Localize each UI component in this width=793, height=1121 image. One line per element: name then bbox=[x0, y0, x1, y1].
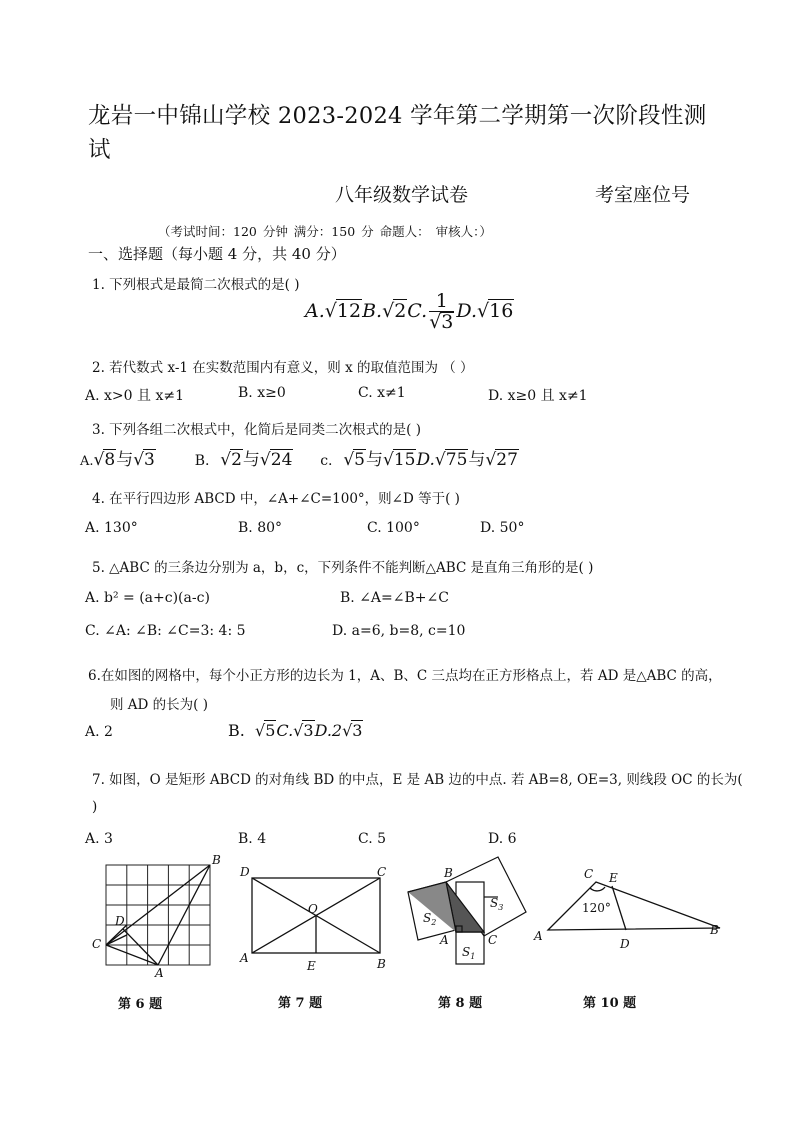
q6-stem-line2: 则 AD 的长为( ) bbox=[110, 697, 208, 713]
figure-7-rectangle bbox=[236, 860, 396, 975]
figure-10-triangle bbox=[530, 860, 730, 960]
q3-option-d-prefix: D. bbox=[416, 450, 435, 470]
q2-option-d: D. x≥0 且 x≠1 bbox=[488, 388, 588, 404]
q5-stem: 5. △ABC 的三条边分别为 a，b，c，下列条件不能判断△ABC 是直角三角形的是( ) bbox=[92, 560, 594, 576]
q1-option-b-prefix: B. bbox=[362, 300, 383, 322]
fig10-label-a: A bbox=[534, 929, 543, 943]
q4-option-b: B. 80° bbox=[238, 520, 283, 536]
q4-option-a: A. 130° bbox=[85, 520, 138, 536]
q2-stem: 2. 若代数式 x-1 在实数范围内有意义，则 x 的取值范围为 （ ） bbox=[92, 360, 474, 376]
q3-option-d-r1: √75 bbox=[434, 450, 468, 470]
q3-option-d-r2: √27 bbox=[485, 450, 518, 470]
q5-option-c: C. ∠A: ∠B: ∠C=3: 4: 5 bbox=[85, 623, 246, 639]
q1-options bbox=[305, 292, 514, 332]
fig7-label-a: A bbox=[240, 951, 249, 965]
fig8-label-s3: $S_3$ bbox=[490, 896, 504, 912]
q3-option-b-prefix: B. bbox=[194, 453, 210, 469]
q1-stem: 1. 下列根式是最简二次根式的是( ) bbox=[92, 277, 300, 293]
figure-6-grid bbox=[88, 855, 223, 980]
fig7-label-c: C bbox=[377, 865, 387, 879]
q7-option-c: C. 5 bbox=[358, 831, 387, 847]
q3-option-c-prefix: c. bbox=[320, 453, 333, 469]
q7-option-b: B. 4 bbox=[238, 831, 267, 847]
q1-option-c-numerator: 1 bbox=[429, 292, 454, 312]
q6-option-a: A. 2 bbox=[85, 724, 113, 740]
q1-option-a-prefix: A. bbox=[305, 300, 325, 322]
fig10-label-e: E bbox=[609, 871, 618, 885]
fig10-label-d: D bbox=[620, 937, 630, 951]
figure-6-caption: 第 6 题 bbox=[118, 997, 163, 1012]
q2-option-a: A. x>0 且 x≠1 bbox=[85, 388, 184, 404]
q6-option-b-radical: √5 bbox=[255, 721, 276, 740]
fig6-label-d: D bbox=[115, 914, 125, 928]
fig10-label-b: B bbox=[710, 923, 719, 937]
section-heading: 一、选择题（每小题 4 分，共 40 分） bbox=[88, 245, 346, 263]
q5-option-b: B. ∠A=∠B+∠C bbox=[340, 590, 449, 606]
q6-option-d-radical: √3 bbox=[342, 721, 363, 740]
q1-option-b-radical: √2 bbox=[382, 300, 407, 322]
q3-option-a-prefix: A. bbox=[80, 454, 94, 469]
angle-arc bbox=[590, 887, 605, 891]
q2-option-b: B. x≥0 bbox=[238, 385, 286, 401]
fig8-label-c: C bbox=[488, 933, 498, 947]
fig6-label-b: B bbox=[212, 855, 221, 867]
q3-option-a-r2: √3 bbox=[133, 450, 155, 470]
q4-option-c: C. 100° bbox=[367, 520, 420, 536]
q3-option-c-r1: √5 bbox=[343, 450, 365, 470]
fig6-label-a: A bbox=[155, 966, 164, 980]
q7-option-a: A. 3 bbox=[85, 831, 113, 847]
fig7-label-d: D bbox=[240, 865, 250, 879]
figure-8-squares bbox=[398, 852, 548, 982]
q5-option-d: D. a=6, b=8, c=10 bbox=[332, 623, 466, 639]
q3-options bbox=[80, 445, 519, 470]
q7-option-d: D. 6 bbox=[488, 831, 517, 847]
seat-number-label: 考室座位号 bbox=[595, 184, 691, 206]
q7-stem-line2: ) bbox=[92, 799, 98, 815]
q6-option-c-prefix: C. bbox=[276, 721, 294, 740]
fig7-label-e: E bbox=[307, 959, 316, 973]
fig7-label-b: B bbox=[377, 957, 386, 971]
q1-option-c-denominator: √3 bbox=[429, 311, 454, 333]
q6-option-d-prefix: D.2 bbox=[314, 721, 343, 740]
q4-option-d: D. 50° bbox=[480, 520, 525, 536]
q3-option-c-r2: √15 bbox=[383, 450, 416, 470]
exam-info: （考试时间：120 分钟 满分：150 分 命题人： 审核人：） bbox=[158, 224, 492, 239]
triangle-abc bbox=[548, 882, 720, 930]
fig8-label-s1: $S_1$ bbox=[462, 945, 476, 961]
q3-option-a-mid: 与 bbox=[116, 450, 134, 470]
q1-option-d-prefix: D. bbox=[456, 300, 477, 322]
q6-option-b-prefix: B. bbox=[228, 721, 245, 740]
q1-option-a-radical: √12 bbox=[324, 300, 362, 322]
q5-option-a: A. b² = (a+c)(a-c) bbox=[85, 590, 210, 606]
fig8-label-b: B bbox=[444, 866, 453, 880]
q1-option-c-prefix: C. bbox=[407, 300, 428, 322]
q7-stem-line1: 7. 如图，O 是矩形 ABCD 的对角线 BD 的中点，E 是 AB 边的中点. 若 AB=8, OE=3, 则线段 OC 的长为( bbox=[92, 772, 743, 788]
q6-options-bcd bbox=[228, 720, 363, 740]
q1-option-d-radical: √16 bbox=[477, 300, 514, 322]
figure-8-caption: 第 8 题 bbox=[438, 996, 483, 1011]
q1-option-c-fraction bbox=[429, 292, 454, 332]
exam-subtitle: 八年级数学试卷 bbox=[335, 184, 469, 206]
figure-7-caption: 第 7 题 bbox=[278, 996, 323, 1011]
fig10-label-c: C bbox=[584, 867, 594, 881]
q6-stem-line1: 6.在如图的网格中，每个小正方形的边长为 1，A、B、C 三点均在正方形格点上，若 AD 是△ABC 的高， bbox=[88, 668, 722, 684]
q3-option-b-r2: √24 bbox=[259, 450, 293, 470]
q4-stem: 4. 在平行四边形 ABCD 中，∠A+∠C=100°，则∠D 等于( ) bbox=[92, 491, 460, 507]
fig8-label-s2: $S_2$ bbox=[423, 911, 437, 927]
q3-option-c-mid: 与 bbox=[366, 450, 383, 470]
fig7-label-o: O bbox=[308, 902, 318, 916]
q3-option-d-mid: 与 bbox=[468, 450, 486, 470]
q6-option-c-radical: √3 bbox=[293, 721, 314, 740]
q3-option-b-r1: √2 bbox=[220, 450, 242, 470]
fig10-angle-label: 120° bbox=[582, 901, 611, 915]
q2-option-c: C. x≠1 bbox=[358, 385, 406, 401]
exam-title-line2: 试 bbox=[88, 137, 111, 163]
fig6-label-c: C bbox=[92, 937, 102, 951]
q3-stem: 3. 下列各组二次根式中，化简后是同类二次根式的是( ) bbox=[92, 422, 421, 438]
fig8-label-a: A bbox=[440, 933, 449, 947]
figure-10-caption: 第 10 题 bbox=[583, 996, 637, 1011]
exam-title-line1: 龙岩一中锦山学校 2023-2024 学年第二学期第一次阶段性测 bbox=[88, 103, 707, 129]
q3-option-b-mid: 与 bbox=[242, 450, 260, 470]
q3-option-a-r1: √8 bbox=[93, 450, 116, 470]
